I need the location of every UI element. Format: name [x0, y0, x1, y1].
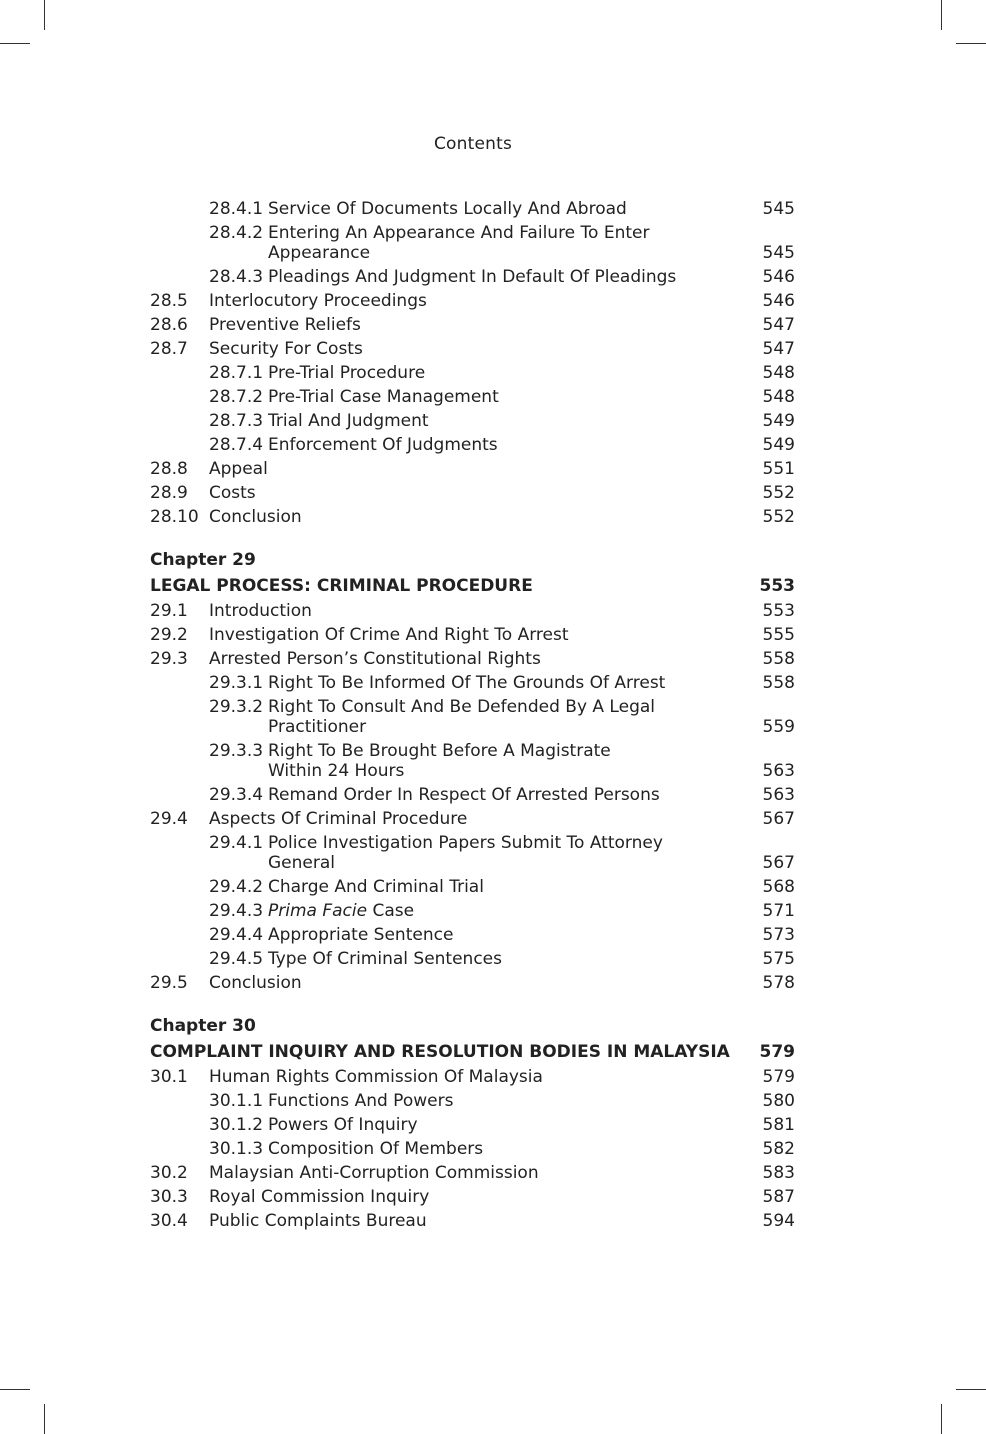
section-title: Remand Order In Respect Of Arrested Persons — [268, 785, 660, 805]
page-number: 555 — [762, 625, 795, 645]
section-title: Public Complaints Bureau — [209, 1211, 427, 1231]
chapter-label: Chapter 30 — [150, 1016, 256, 1036]
toc-entry[interactable] — [150, 783, 795, 807]
page-title: Contents — [433, 134, 513, 154]
chapter-heading[interactable] — [150, 1039, 795, 1065]
page-number: 580 — [762, 1091, 795, 1111]
toc-entry[interactable] — [150, 265, 795, 289]
section-title: Entering An Appearance And Failure To Enter Appearance — [268, 223, 650, 263]
section-number: 29.3.2 — [209, 697, 264, 717]
toc-entry[interactable] — [150, 385, 795, 409]
section-number: 28.7.3 — [209, 411, 264, 431]
section-number: 30.4 — [150, 1211, 188, 1231]
section-number: 29.3.4 — [209, 785, 264, 805]
toc-entry[interactable] — [150, 481, 795, 505]
toc-entry[interactable] — [150, 899, 795, 923]
page-number: 548 — [762, 387, 795, 407]
section-number: 28.9 — [150, 483, 188, 503]
section-number: 29.2 — [150, 625, 188, 645]
toc-entry[interactable] — [150, 831, 795, 875]
page-number: 571 — [762, 901, 795, 921]
toc-entry[interactable] — [150, 1185, 795, 1209]
section-title: Royal Commission Inquiry — [209, 1187, 430, 1207]
crop-mark — [941, 1404, 942, 1434]
page-number: 558 — [762, 649, 795, 669]
page-number: 573 — [762, 925, 795, 945]
toc-entry[interactable] — [150, 289, 795, 313]
section-number: 28.4.3 — [209, 267, 264, 287]
page-number: 575 — [762, 949, 795, 969]
page-number: 581 — [762, 1115, 795, 1135]
page-number: 582 — [762, 1139, 795, 1159]
section-title: Conclusion — [209, 973, 302, 993]
toc-entry[interactable] — [150, 197, 795, 221]
chapter-title: COMPLAINT INQUIRY AND RESOLUTION BODIES IN MALAYSIA — [150, 1042, 730, 1062]
toc-entry[interactable] — [150, 409, 795, 433]
section-title: Security For Costs — [209, 339, 363, 359]
toc-entry[interactable] — [150, 1137, 795, 1161]
section-title: Powers Of Inquiry — [268, 1115, 418, 1135]
section-title: Enforcement Of Judgments — [268, 435, 498, 455]
toc-entry[interactable] — [150, 947, 795, 971]
section-title: Appropriate Sentence — [268, 925, 454, 945]
section-number: 29.4.1 — [209, 833, 264, 853]
toc-entry[interactable] — [150, 1065, 795, 1089]
toc-entry[interactable] — [150, 971, 795, 995]
toc-entry[interactable] — [150, 433, 795, 457]
chapter-heading[interactable] — [150, 573, 795, 599]
section-number: 29.1 — [150, 601, 188, 621]
section-number: 28.7.1 — [209, 363, 264, 383]
page-number: 551 — [762, 459, 795, 479]
section-title: Appeal — [209, 459, 268, 479]
section-title: Investigation Of Crime And Right To Arrest — [209, 625, 569, 645]
crop-mark — [44, 0, 45, 30]
chapter-page-number: 579 — [759, 1042, 795, 1062]
page-number: 545 — [762, 243, 795, 263]
section-title: Preventive Reliefs — [209, 315, 361, 335]
toc-entry[interactable] — [150, 647, 795, 671]
page-number: 579 — [762, 1067, 795, 1087]
section-title: Pre-Trial Procedure — [268, 363, 426, 383]
section-number: 29.4.2 — [209, 877, 264, 897]
page-number: 568 — [762, 877, 795, 897]
chapter-label: Chapter 29 — [150, 550, 256, 570]
table-of-contents — [150, 197, 795, 1233]
section-title: Pre-Trial Case Management — [268, 387, 499, 407]
section-number: 29.4.4 — [209, 925, 264, 945]
chapter-title: LEGAL PROCESS: CRIMINAL PROCEDURE — [150, 576, 533, 596]
section-number: 30.1.1 — [209, 1091, 264, 1111]
section-number: 30.1.2 — [209, 1115, 264, 1135]
section-number: 29.4.5 — [209, 949, 264, 969]
section-number: 28.7 — [150, 339, 188, 359]
section-title: Interlocutory Proceedings — [209, 291, 427, 311]
section-number: 29.3.1 — [209, 673, 264, 693]
page-number: 545 — [762, 199, 795, 219]
page-number: 567 — [762, 809, 795, 829]
toc-entry[interactable] — [150, 1089, 795, 1113]
toc-entry[interactable] — [150, 1113, 795, 1137]
section-title-italic: Prima Facie — [268, 901, 368, 921]
section-number: 28.5 — [150, 291, 188, 311]
page-number: 553 — [762, 601, 795, 621]
toc-entry[interactable] — [150, 695, 795, 739]
section-number: 28.8 — [150, 459, 188, 479]
page-number: 558 — [762, 673, 795, 693]
page-number: 547 — [762, 315, 795, 335]
toc-entry[interactable] — [150, 875, 795, 899]
crop-mark — [956, 43, 986, 44]
section-title: Service Of Documents Locally And Abroad — [268, 199, 627, 219]
section-number: 29.3 — [150, 649, 188, 669]
section-title: Pleadings And Judgment In Default Of Pleadings — [268, 267, 677, 287]
section-title: Charge And Criminal Trial — [268, 877, 484, 897]
page-number: 559 — [762, 717, 795, 737]
page-number: 567 — [762, 853, 795, 873]
toc-entry[interactable] — [150, 923, 795, 947]
page-number: 587 — [762, 1187, 795, 1207]
toc-entry[interactable] — [150, 313, 795, 337]
section-title: Trial And Judgment — [268, 411, 429, 431]
section-number: 30.1 — [150, 1067, 188, 1087]
section-number: 28.4.1 — [209, 199, 264, 219]
page-number: 578 — [762, 973, 795, 993]
toc-entry[interactable] — [150, 505, 795, 529]
section-number: 30.3 — [150, 1187, 188, 1207]
section-title: Costs — [209, 483, 256, 503]
page-number: 594 — [762, 1211, 795, 1231]
page-number: 552 — [762, 507, 795, 527]
section-title: Type Of Criminal Sentences — [268, 949, 502, 969]
crop-mark — [0, 1389, 30, 1390]
page-number: 549 — [762, 435, 795, 455]
crop-mark — [44, 1404, 45, 1434]
toc-entry[interactable] — [150, 337, 795, 361]
section-number: 30.1.3 — [209, 1139, 264, 1159]
section-number: 28.7.4 — [209, 435, 264, 455]
toc-entry[interactable] — [150, 361, 795, 385]
page-number: 547 — [762, 339, 795, 359]
section-title: Police Investigation Papers Submit To Attorney General — [268, 833, 663, 873]
page-number: 549 — [762, 411, 795, 431]
section-title: Human Rights Commission Of Malaysia — [209, 1067, 543, 1087]
section-title: Introduction — [209, 601, 312, 621]
toc-entry[interactable] — [150, 1209, 795, 1233]
section-title: Right To Be Informed Of The Grounds Of Arrest — [268, 673, 666, 693]
toc-entry[interactable] — [150, 221, 795, 265]
section-title: Malaysian Anti-Corruption Commission — [209, 1163, 539, 1183]
section-number: 29.5 — [150, 973, 188, 993]
toc-entry[interactable] — [150, 623, 795, 647]
toc-entry[interactable] — [150, 1161, 795, 1185]
section-number: 28.10 — [150, 507, 199, 527]
page-number: 583 — [762, 1163, 795, 1183]
section-number: 29.3.3 — [209, 741, 264, 761]
page-number: 563 — [762, 761, 795, 781]
section-number: 29.4.3 — [209, 901, 264, 921]
section-number: 28.7.2 — [209, 387, 264, 407]
toc-entry[interactable] — [150, 807, 795, 831]
section-title — [268, 899, 668, 923]
crop-mark — [941, 0, 942, 30]
chapter-page-number: 553 — [759, 576, 795, 596]
section-number: 28.4.2 — [209, 223, 264, 243]
toc-entry[interactable] — [150, 599, 795, 623]
toc-entry[interactable] — [150, 457, 795, 481]
section-title: Right To Be Brought Before A Magistrate Within 24 Hours — [268, 741, 611, 781]
page-number: 563 — [762, 785, 795, 805]
section-number: 28.6 — [150, 315, 188, 335]
page-number: 546 — [762, 291, 795, 311]
section-title: Conclusion — [209, 507, 302, 527]
toc-entry[interactable] — [150, 671, 795, 695]
page-number: 552 — [762, 483, 795, 503]
section-title: Right To Consult And Be Defended By A Legal Practitioner — [268, 697, 655, 737]
toc-entry[interactable] — [150, 739, 795, 783]
page-number: 546 — [762, 267, 795, 287]
page-number: 548 — [762, 363, 795, 383]
crop-mark — [956, 1389, 986, 1390]
section-title: Functions And Powers — [268, 1091, 454, 1111]
section-number: 30.2 — [150, 1163, 188, 1183]
crop-mark — [0, 43, 30, 44]
section-title: Composition Of Members — [268, 1139, 484, 1159]
section-title: Aspects Of Criminal Procedure — [209, 809, 468, 829]
section-title: Arrested Person’s Constitutional Rights — [209, 649, 541, 669]
section-number: 29.4 — [150, 809, 188, 829]
section-title-rest: Case — [367, 901, 415, 921]
